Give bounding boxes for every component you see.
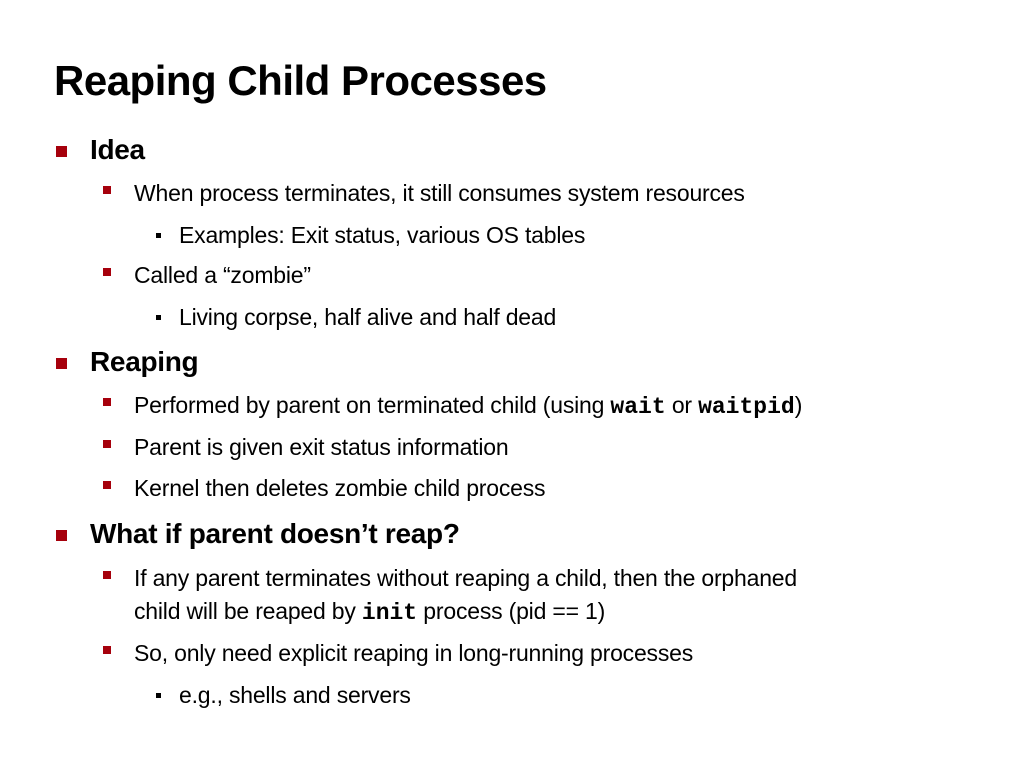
slide-title: Reaping Child Processes <box>54 57 547 104</box>
square-bullet-icon <box>56 530 67 541</box>
sub-bullet-item: Living corpse, half alive and half dead <box>179 304 557 330</box>
square-bullet-icon <box>56 146 67 157</box>
bullet-item: Called a “zombie” <box>134 262 311 288</box>
bullet-item-line1: If any parent terminates without reaping a child, then the orphaned <box>134 565 797 591</box>
square-bullet-icon <box>103 186 111 194</box>
square-bullet-icon <box>156 315 161 320</box>
section-heading-what-if: What if parent doesn’t reap? <box>90 518 460 549</box>
square-bullet-icon <box>103 440 111 448</box>
square-bullet-icon <box>56 358 67 369</box>
square-bullet-icon <box>103 571 111 579</box>
bullet-text: Performed by parent on terminated child (using <box>134 392 611 418</box>
section-heading-idea: Idea <box>90 134 145 165</box>
square-bullet-icon <box>156 693 161 698</box>
section-heading-reaping: Reaping <box>90 346 199 377</box>
bullet-item: So, only need explicit reaping in long-running processes <box>134 640 694 666</box>
bullet-text: process (pid == 1) <box>417 598 606 624</box>
sub-bullet-item: Examples: Exit status, various OS tables <box>179 222 586 248</box>
square-bullet-icon <box>156 233 161 238</box>
code-init: init <box>361 600 418 626</box>
bullet-item: Parent is given exit status information <box>134 434 509 460</box>
bullet-item-line2 <box>134 596 605 628</box>
bullet-text: or <box>665 392 699 418</box>
bullet-item <box>134 390 802 422</box>
square-bullet-icon <box>103 646 111 654</box>
square-bullet-icon <box>103 268 111 276</box>
sub-bullet-item: e.g., shells and servers <box>179 682 411 708</box>
bullet-text: child will be reaped by <box>134 598 362 624</box>
code-waitpid: waitpid <box>698 394 795 420</box>
square-bullet-icon <box>103 398 111 406</box>
bullet-item: Kernel then deletes zombie child process <box>134 475 546 501</box>
bullet-item: When process terminates, it still consumes system resources <box>134 180 745 206</box>
bullet-text: ) <box>794 392 803 418</box>
code-wait: wait <box>610 394 666 420</box>
square-bullet-icon <box>103 481 111 489</box>
